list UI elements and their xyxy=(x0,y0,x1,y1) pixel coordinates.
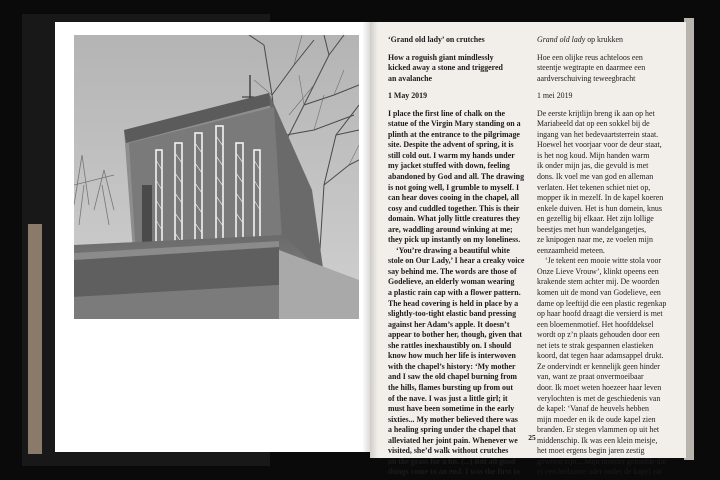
text-line: of the nave. I was just a little girl; it xyxy=(388,393,508,403)
text-line: with the chapel’s history: ‘My mother xyxy=(388,361,516,371)
text-line: things come to an end. I was the first to xyxy=(388,467,520,477)
text-line: the hills, flames bursting up from out xyxy=(388,382,514,392)
page-number: 25 xyxy=(528,433,536,442)
dutch-subtitle xyxy=(537,53,679,85)
text-line: ‘Je tekent een mooie witte stola voor xyxy=(545,256,662,266)
text-line: must have been sometime in the early xyxy=(388,404,515,414)
text-line: Godelieve, an elderly woman wearing xyxy=(388,277,515,287)
dutch-paragraph-1 xyxy=(537,109,679,257)
text-line: visited, she’d walk without crutches xyxy=(388,446,509,456)
text-line: they pick up instantly on my loneliness. xyxy=(388,235,521,245)
english-subtitle-line: an avalanche xyxy=(388,73,433,83)
text-line: op haar hoofd draagt die versierd is met xyxy=(537,309,663,319)
text-line: domain. What jolly little creatures they xyxy=(388,214,520,224)
text-line: net iets te strak gespannen elastieken xyxy=(537,340,654,350)
english-paragraph-2 xyxy=(388,246,528,478)
english-date: 1 May 2019 xyxy=(388,91,428,101)
text-line: are, waddling around winking at me; xyxy=(388,224,513,234)
text-line: komen uit de mond van Godelieve, een xyxy=(537,288,661,298)
text-line: statue of the Virgin Mary standing on a xyxy=(388,119,521,129)
dutch-title-rest: op krukken xyxy=(585,35,623,44)
text-line: is not going well, I grumble to myself. I xyxy=(388,182,520,192)
text-line: against her Adam’s apple. It doesn’t xyxy=(388,319,510,329)
text-line: alleviated her joint pain. Whenever we xyxy=(388,435,518,445)
dutch-subtitle-line: Hoe een olijke reus achteloos een xyxy=(537,52,643,62)
text-line: Ze ondervindt er kennelijk geen hinder xyxy=(537,361,660,371)
text-line: en gezellig bij elkaar. Het zijn lollige xyxy=(537,214,654,224)
cover-strip xyxy=(28,224,42,454)
text-line: wordt op z’n plaats gehouden door een xyxy=(537,330,660,340)
text-line: abandoned by God and all. The drawing xyxy=(388,172,525,182)
text-line: The head covering is held in place by a xyxy=(388,298,519,308)
english-title: ‘Grand old lady’ on crutches xyxy=(388,35,485,44)
text-line: verylochten is met de geschiedenis van xyxy=(537,393,661,403)
english-column xyxy=(388,35,528,478)
text-line: my jacket stuffed with down, feeling xyxy=(388,161,510,171)
text-line: on the grass for a bit. (...) But all good xyxy=(388,456,516,466)
text-line: I place the first line of chalk on the xyxy=(388,108,506,118)
text-line: branden. Er stegen vlammen op uit het xyxy=(537,425,660,435)
text-line: she rattles inexhaustibly on. I should xyxy=(388,340,512,350)
text-line: mopper ik in mezelf. In de kapel koeren xyxy=(537,193,664,203)
text-line: slightly-too-tight elastic band pressing xyxy=(388,309,517,319)
text-line: dons. Ik voel me van god en alleman xyxy=(537,172,654,182)
text-line: dame op leeftijd die een plastic regenkap xyxy=(537,298,667,308)
text-line: is het nog koud. Mijn handen warm xyxy=(537,150,650,160)
english-paragraph-1 xyxy=(388,109,528,246)
text-line: mijn moeder en ik de oude kapel zien xyxy=(537,414,656,424)
text-line: De eerste krijtlijn breng ik aan op het xyxy=(537,108,655,118)
text-line: know how much her life is interwoven xyxy=(388,351,516,361)
text-line: het moet ergens begin jaren zestig xyxy=(537,446,645,456)
text-line: appear to bother her, though, given that xyxy=(388,330,523,340)
text-line: beestjes met hun wandelgangetjes, xyxy=(537,224,647,234)
text-line: er een heilzame ader onder de kapel zat xyxy=(537,467,662,477)
text-line: de kapel: ‘Vanaf de heuvels hebben xyxy=(537,404,649,414)
text-line: plinth at the entrance to the pilgrimage xyxy=(388,129,520,139)
text-line: stole on Our Lady,’ I hear a creaky voice xyxy=(388,256,525,266)
text-line: Onze Lieve Vrouw’, klinkt opeens een xyxy=(537,266,659,276)
text-line: site. Despite the advent of spring, it is xyxy=(388,140,514,150)
dutch-title xyxy=(537,35,679,46)
dutch-subtitle-line: steentje wegtrapte en daarmee een xyxy=(537,63,646,73)
dutch-column xyxy=(537,35,679,478)
text-line: still cold out. I warm my hands under xyxy=(388,150,515,160)
text-line: door. Ik moet weten hoezeer haar leven xyxy=(537,382,662,392)
text-line: enkele duiven. Het is hun domein, knus xyxy=(537,203,662,213)
chapel-photo xyxy=(74,35,359,319)
text-line: verlaten. Het tekenen schiet niet op, xyxy=(537,182,651,192)
cover-spine-text xyxy=(26,34,36,74)
dutch-date: 1 mei 2019 xyxy=(537,91,573,101)
text-line: sixties... My mother believed there was xyxy=(388,414,518,424)
text-line: ik onder mijn jas, die gevuld is met xyxy=(537,161,649,171)
text-line: a plastic rain cap with a flower pattern. xyxy=(388,288,521,298)
book-gutter xyxy=(362,22,378,458)
text-line: cosy and cuddled together. This is their xyxy=(388,203,520,213)
text-line: eenzaamheid meteen. xyxy=(537,245,605,255)
text-line: say behind me. The words are those of xyxy=(388,266,517,276)
english-subtitle-line: How a roguish giant mindlessly xyxy=(388,52,494,62)
english-subtitle xyxy=(388,53,528,85)
text-line: koord, dat tegen haar adamsappel drukt. xyxy=(537,351,664,361)
text-line: ingang van het bedevaartsterrein staat. xyxy=(537,129,659,139)
text-line: middenschip. Ik was een klein meisje, xyxy=(537,435,658,445)
text-line: van, want ze praat onvermoeibaar xyxy=(537,372,644,382)
text-line: krakende stem achter mij. De woorden xyxy=(537,277,660,287)
text-line: ze knipogen naar me, ze voelen mijn xyxy=(537,235,653,245)
text-line: can hear doves cooing in the chapel, all xyxy=(388,193,519,203)
dutch-subtitle-line: aardverschuiving teweegbracht xyxy=(537,73,636,83)
text-line: ‘You’re drawing a beautiful white xyxy=(396,245,510,255)
text-line: Hoewel het voorjaar voor de deur staat, xyxy=(537,140,662,150)
dutch-paragraph-2 xyxy=(537,256,679,477)
dutch-title-italic: Grand old lady xyxy=(537,35,586,44)
text-line: a healing spring under the chapel that xyxy=(388,425,516,435)
text-line: and I saw the old chapel burning from xyxy=(388,372,517,382)
text-line: Mariabeeld dat op een sokkel bij de xyxy=(537,119,650,129)
text-line: geweest zijn... Mijn moeder geloofde dat xyxy=(537,456,667,466)
english-subtitle-line: kicked away a stone and triggered xyxy=(388,63,503,73)
text-line: een bloemenmotief. Het hoofddeksel xyxy=(537,319,654,329)
